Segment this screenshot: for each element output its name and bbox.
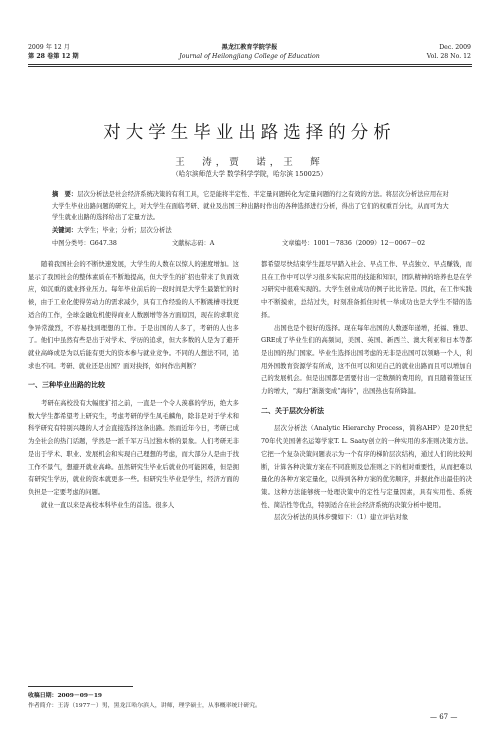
keywords-label: 关键词：	[52, 227, 78, 234]
author-info: 作者简介：王涛（1977－）男，黑龙江哈尔滨人，讲师，理学硕士，从事概率统计研究。	[28, 703, 261, 709]
journal-date-en: Dec. 2009	[439, 44, 471, 51]
journal-name-cn: 黑龙江教育学院学报	[221, 44, 278, 51]
clc-number: 中图分类号：G647.38	[52, 240, 117, 247]
paragraph: 层次分析法（Analytic Hierarchy Process，简称AHP）是20世纪70年代美国著名运筹学家T. L. Saaty创立的一种实用的多准则决策方法。它把一个复杂决策问题表示为一个有序的梯阶层次结构，通过人们的比较判断，计算各种决策方案在不同准则及总准则之下的相对重要性，从而把难以量化的各种方案定量化，以得到各种方案的优劣顺序，并据此作出最佳的决策。这种方法能够统一处理决策中的定性与定量因素，具有实用性、系统性、简洁性等优点，特别适合在社会经济系统的决策分析中使用。	[261, 425, 472, 509]
paragraph: 随着我国社会的不断快速发展，大学生的人数在以惊人的速度增加。这显示了我国社会的整体素质在不断地提高，但大学生的扩招也带来了负面效应，如沉重的就业择业压力。每年毕业前后的一段时间是大学生最繁忙的时候，由于工业化使得劳动力的需求减少，具有工作经验的人不断跳槽寻找更适合的工作，全球金融危机使得商业人数剧增等各方面原因，现在的求职竞争异常激烈，不容易找到理想的工作。于是出国的人多了，考研的人也多了。他们中虽然有些是出于对学术、学历的追求，但大多数的人是为了避开就业高峰或是为以后能有更大的资本参与就业竞争。不同的人想法不同，追求也不同。考研、就业还是出国？面对抉择，如何作出判断？	[28, 261, 239, 370]
journal-name-en: Journal of Heilongjiang College of Education	[179, 53, 320, 60]
journal-volume-en: Vol. 28 No. 12	[426, 53, 471, 60]
paragraph: 就业一直以来是高校本科毕业生的首选。很多人	[41, 501, 175, 509]
journal-volume-issue: 第 28 卷第 12 期	[28, 53, 79, 60]
keywords-text: 大学生；毕业；分析；层次分析法	[77, 227, 172, 234]
paragraph: 出国也是个很好的选择。现在每年出国的人数逐年递增，托福、雅思、GRE成了毕业生们的高频词，美国、英国、新西兰、澳大利亚和日本等都是出国的热门国家。毕业生选择出国考虑的无非是出国可以领略一个人，利用外国教育资源学有所成，这不但可以和见自己的就业出路而且可以增加自己的发展机会。但是出国都是需要付出一定数额的费用的，而且随着签证压力的增大，“海归”渐渐变成“海待”，出国热也有所降温。	[261, 324, 472, 396]
received-date: 收稿日期：2009－09－19	[28, 692, 103, 699]
page-number: — 67 —	[430, 713, 458, 721]
footnote-rule	[28, 686, 133, 687]
abstract-label: 摘 要：	[52, 191, 78, 198]
article-affiliation: （哈尔滨师范大学 数学科学学院，哈尔滨 150025）	[172, 170, 327, 178]
paragraph: 都希望尽快结束学生涯尽早踏入社会、早点工作、早点独立、早点赚钱，而且在工作中可以学习很多实际应用的技能和知识，团队精神的培养也是在学习研究中很难实现的。大学生创业成功的例子比比皆是。因此，在工作实践中不断摸索，总结过失，时刻准备抓住时机一举成功也是大学生不错的选择。	[261, 261, 472, 319]
article-authors: 王 涛，贾 诺，王 辉	[175, 157, 324, 168]
header-rule	[28, 64, 472, 65]
left-column	[28, 259, 239, 512]
right-column	[261, 259, 472, 525]
keywords	[52, 225, 172, 234]
footnote	[28, 690, 328, 712]
header-rule-2	[28, 66, 472, 67]
abstract	[52, 189, 452, 224]
section-heading: 二、关于层次分析法	[261, 405, 324, 415]
section-heading: 一、三种毕业出路的比较	[28, 380, 105, 390]
abstract-text: 层次分析法是社会经济系统决策的有利工具，它是能将半定性、半定量问题转化为定量问题的行之有效的方法。将层次分析法应用在对大学生毕业出路问题的研究上，对大学生在面临考研、就业及出国三种出路时作出的各种选择进行分析，得出了它们的权重百分比，从而可为大学生就业出路的选择给出了定量方法。	[52, 191, 449, 222]
article-number: 文章编号：1001－7836（2009）12－0067－02	[282, 240, 426, 247]
classification-line	[52, 238, 452, 247]
article-title: 对大学生毕业出路选择的分析	[103, 123, 396, 143]
document-code: 文献标志码：A	[172, 240, 215, 247]
paragraph: 考研在高校没有大幅度扩招之前，一直是一个令人羡慕的学历，绝大多数大学生都希望考上研究生，考虑考研的学生凤毛麟角，除非是对于学术和科学研究有特别兴趣的人才会直接选择这条出路。然而近年今日，考研已成为全社会的热门话题，学然是一派千军万马过独木桥的景象。人们考研无非是出于学术、职业、发展机会和实现自己理想的考虑，而大部分人是由于找工作不景气，想避开就业高峰。虽然研究生毕业后就业仍可能困难，但是拥有研究生学历，就业的资本就更多一些。但研究生毕业是学生，经济方面的负担是一定要考虑的问题。	[28, 400, 239, 496]
paragraph: 层次分析法的具体步骤如下：（1）建立评估对象	[274, 514, 409, 522]
journal-date: 2009 年 12 月	[28, 44, 70, 51]
